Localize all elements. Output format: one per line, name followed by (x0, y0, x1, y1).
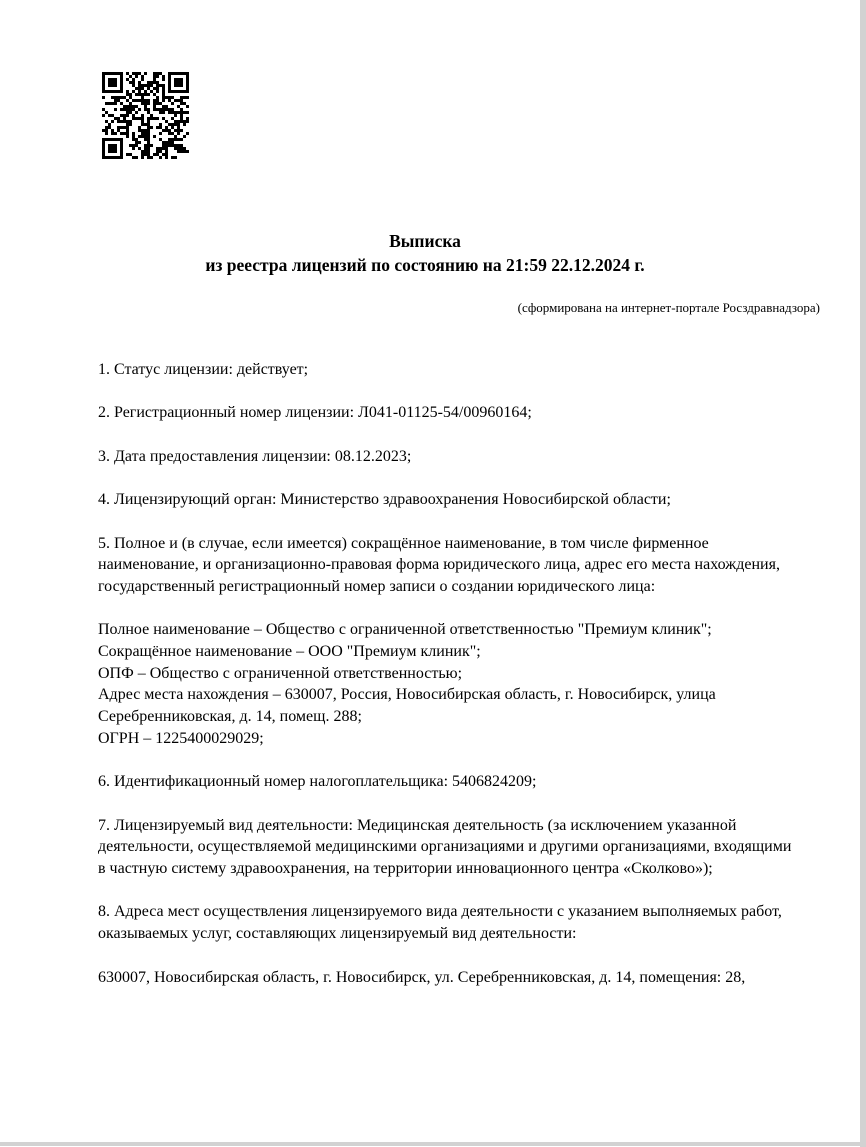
paragraph-line: 8. Адреса мест осуществления лицензируемого вида деятельности с указанием выполняемых работ, оказываемых услуг, составляющих лицензируемый вид деятельности: (98, 903, 782, 943)
document-title-line1: Выписка (389, 231, 461, 251)
paragraph (98, 901, 798, 944)
paragraph (98, 619, 798, 749)
paragraph-line: 4. Лицензирующий орган: Министерство здравоохранения Новосибирской области; (98, 491, 671, 509)
document-body (98, 359, 798, 988)
paragraph-line: ОПФ – Общество с ограниченной ответственностью; (98, 664, 463, 682)
paragraph-line: 1. Статус лицензии: действует; (98, 361, 309, 378)
paragraph (98, 815, 798, 880)
document-title (98, 229, 798, 277)
paragraph (98, 359, 798, 381)
paragraph-line: Адрес места нахождения – 630007, Россия, Новосибирская область, г. Новосибирск, улица Серебренниковская, д. 14, помещ. 288; (98, 686, 716, 726)
paragraph-line: 6. Идентификационный номер налогоплательщика: 5406824209; (98, 773, 537, 791)
paragraph-line: Сокращённое наименование – ООО "Премиум клиник"; (98, 643, 481, 661)
page-bottom-edge (0, 1142, 860, 1146)
paragraph (98, 533, 798, 598)
document-title-line2: из реестра лицензий по состоянию на 21:59 22.12.2024 г. (205, 255, 645, 275)
paragraph-line: 630007, Новосибирская область, г. Новосибирск, ул. Серебренниковская, д. 14, помещения: 28, (98, 968, 746, 986)
qr-code-icon (102, 72, 189, 159)
paragraph (98, 402, 798, 424)
paragraph (98, 489, 798, 511)
paragraph (98, 771, 798, 793)
formation-note: (сформирована на интернет-портале Росздравнадзора) (517, 300, 820, 315)
paragraph-line: 7. Лицензируемый вид деятельности: Медицинская деятельность (за исключением указанной деятельности, осуществляемой медицинскими организациями и другими организациями, входящими в частную систему здравоохранения, на территории инновационного центра «Сколково»); (98, 816, 792, 878)
paragraph-line: 5. Полное и (в случае, если имеется) сокращённое наименование, в том числе фирменное наименование, и организационно-правовая форма юридического лица, адрес его места нахождения, государственный регистрационный номер записи о создании юридического лица: (98, 534, 780, 595)
paragraph (98, 967, 798, 989)
page-right-edge (860, 0, 866, 1147)
paragraph (98, 446, 798, 468)
paragraph-line: 2. Регистрационный номер лицензии: Л041-01125-54/00960164; (98, 404, 532, 422)
paragraph-line: ОГРН – 1225400029029; (98, 729, 264, 747)
paragraph-line: 3. Дата предоставления лицензии: 08.12.2023; (98, 447, 412, 465)
paragraph-line: Полное наименование – Общество с ограниченной ответственностью "Премиум клиник"; (98, 621, 712, 639)
